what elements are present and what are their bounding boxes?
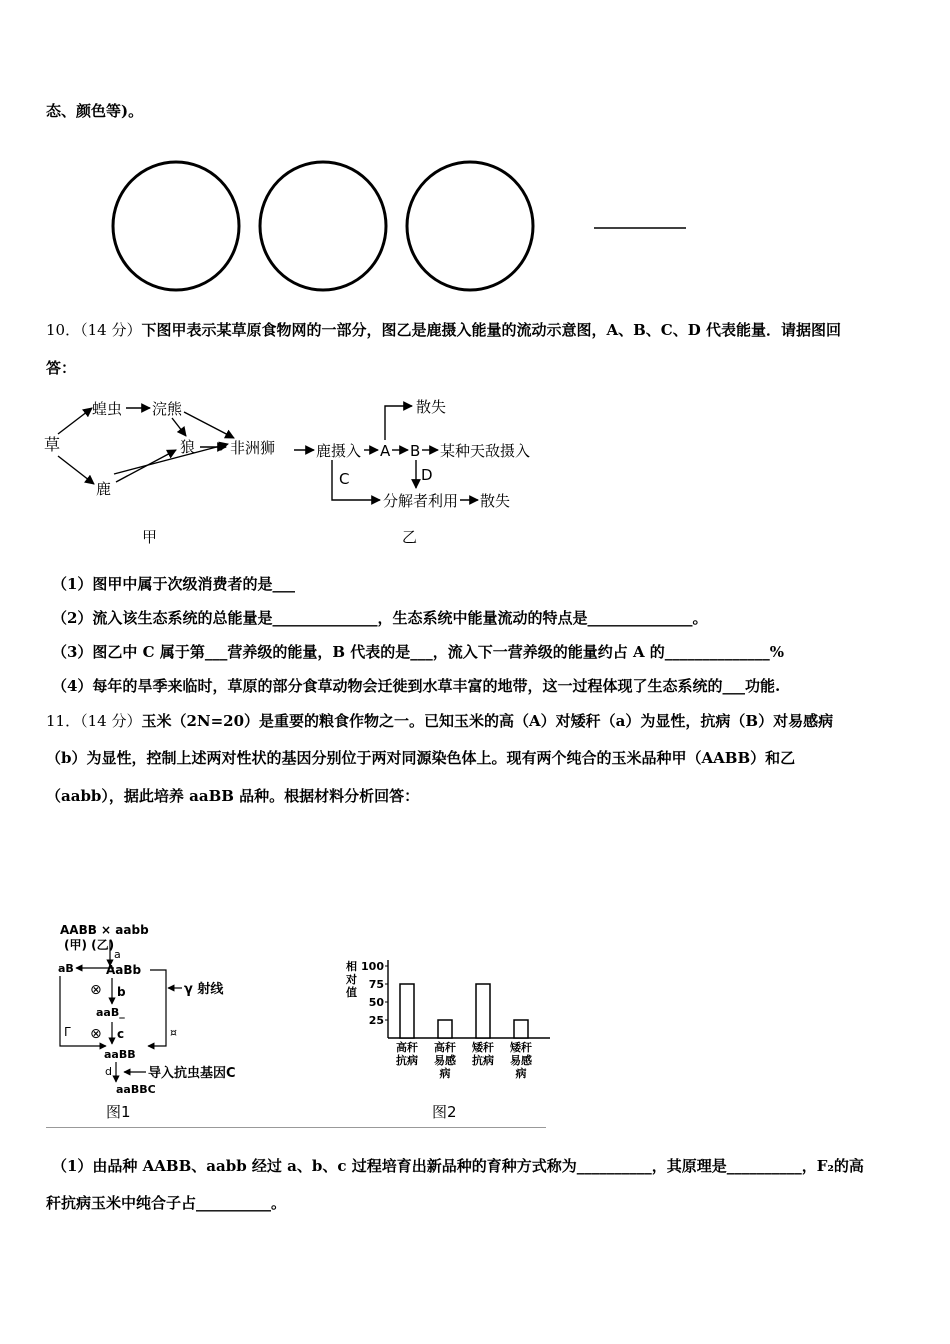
figure-yi <box>294 398 530 546</box>
chart-tick-label: 100 <box>361 960 384 973</box>
node-locust: 蝗虫 <box>92 400 123 418</box>
chart-category-label: 病 <box>439 1067 451 1080</box>
chart-category-label: 抗病 <box>396 1054 418 1067</box>
step-c: c <box>117 1027 125 1041</box>
q10-stem-line2: 答： <box>46 359 77 377</box>
chart-category-label: 易感 <box>434 1054 456 1067</box>
q10-food-web-figures <box>40 390 540 555</box>
chart-ylabel-char: 值 <box>346 986 357 999</box>
node-B: B <box>410 442 421 460</box>
q10-stem-text: 下图甲表示某草原食物网的一部分，图乙是鹿摄入能量的流动示意图，A、B、C、D 代表能量．请据图回 <box>141 321 841 339</box>
arrow-grass-locust <box>58 408 92 434</box>
q10-number: 10． <box>46 321 81 339</box>
arrow-bear-lion <box>184 412 234 438</box>
q11-figure2-chart <box>330 950 560 1100</box>
drawing-circles <box>100 150 720 300</box>
q11-stem-line2: （b）为显性，控制上述两对性状的基因分别位于两对同源染色体上。现有两个纯合的玉米品种甲（AABB）和乙 <box>46 749 796 767</box>
arrow-bear-wolf <box>172 418 186 436</box>
node-grass: 草 <box>44 435 61 454</box>
fig2-caption: 图2 <box>432 1103 457 1121</box>
aB-label: aB <box>58 962 74 975</box>
q10-stem-line1 <box>46 320 841 340</box>
self-symbol-2: ⊗ <box>90 1026 102 1042</box>
chart-category-label: 病 <box>515 1067 527 1080</box>
node-wolf: 狼 <box>180 438 196 456</box>
cross-label: AABB × aabb <box>60 923 149 937</box>
gene-label: 导入抗虫基因C <box>148 1066 236 1081</box>
aaB-label: aaB_ <box>96 1006 125 1019</box>
node-bear: 浣熊 <box>152 400 183 418</box>
q11-stem-line3: （aabb），据此培养 aaBB 品种。根据材料分析回答： <box>46 787 420 805</box>
caption-jia: 甲 <box>142 528 158 546</box>
result-label: aaBBC <box>116 1083 156 1096</box>
chart-ylabel-char: 对 <box>346 973 357 986</box>
chart-ylabel-char: 相 <box>346 960 357 973</box>
bracket-right-mark: ¤ <box>170 1026 177 1039</box>
arrow-A-loss <box>385 406 412 440</box>
label-D: D <box>421 466 433 484</box>
q10-score: （14 分） <box>80 321 142 339</box>
chart-category-label: 易感 <box>510 1054 532 1067</box>
q11-figure1-breeding <box>50 920 300 1120</box>
node-deer-intake: 鹿摄入 <box>316 442 362 460</box>
gamma-label: γ 射线 <box>184 982 224 997</box>
chart-category-label: 矮秆 <box>510 1041 532 1054</box>
chart-ylabel <box>345 959 357 999</box>
answer-circle-2 <box>260 162 386 290</box>
chart-category-label: 高秆 <box>434 1041 456 1054</box>
chart-category-label: 高秆 <box>396 1041 418 1054</box>
q11-sub1-line2: 秆抗病玉米中纯合子占__________。 <box>46 1194 287 1212</box>
figure-jia <box>44 400 275 546</box>
caption-yi: 乙 <box>402 528 418 546</box>
q11-number: 11． <box>46 712 81 730</box>
arrow-grass-deer <box>58 456 94 484</box>
chart-category-label: 矮秆 <box>472 1041 494 1054</box>
bracket-left-mark: Γ <box>64 1025 71 1039</box>
q11-sub1-line1: （1）由品种 AABB、aabb 经过 a、b、c 过程培育出新品种的育种方式称为__________，其原理是__________，F₂的高 <box>52 1157 864 1175</box>
node-predator-intake: 某种天敌摄入 <box>440 442 531 460</box>
q10-sub3: （3）图乙中 C 属于第___营养级的能量，B 代表的是___，流入下一营养级的能量约占 A 的______________% <box>52 643 785 661</box>
q10-sub1: （1）图甲中属于次级消费者的是___ <box>52 575 295 593</box>
F1-label: AaBb <box>106 963 142 977</box>
answer-circle-1 <box>113 162 239 290</box>
step-d: d <box>105 1065 112 1078</box>
q11-stem-text: 玉米（2N=20）是重要的粮食作物之一。已知玉米的高（A）对矮秆（a）为显性，抗病（B）对易感病 <box>141 712 834 730</box>
chart-tick-label: 25 <box>368 1014 384 1027</box>
self-symbol-1: ⊗ <box>90 982 102 998</box>
parents-label: (甲) (乙) <box>64 938 115 952</box>
q11-stem-line1 <box>46 711 833 731</box>
q10-sub4: （4）每年的旱季来临时，草原的部分食草动物会迁徙到水草丰富的地带，这一过程体现了生态系统的___功能. <box>52 677 781 695</box>
aaBB-label: aaBB <box>104 1048 136 1061</box>
chart-bar-1 <box>400 984 414 1038</box>
q10-sub2: （2）流入该生态系统的总能量是______________，生态系统中能量流动的特点是______________。 <box>52 609 708 627</box>
chart-tick-label: 50 <box>368 996 384 1009</box>
chart-category-labels <box>396 1040 532 1080</box>
node-deer: 鹿 <box>96 480 112 498</box>
node-lion: 非洲狮 <box>230 439 276 457</box>
step-a: a <box>114 948 121 961</box>
chart-bar-2 <box>438 1020 452 1038</box>
chart-bars <box>400 984 528 1038</box>
figure-divider <box>46 1127 546 1128</box>
chart-category-label: 抗病 <box>472 1054 494 1067</box>
step-b: b <box>117 985 126 999</box>
q11-score: （14 分） <box>80 712 142 730</box>
answer-circle-3 <box>407 162 533 290</box>
fig1-caption: 图1 <box>106 1103 131 1121</box>
arrow-deer-lion <box>114 444 228 474</box>
chart-bar-3 <box>476 984 490 1038</box>
intro-fragment: 态、颜色等)。 <box>46 102 144 120</box>
label-C: C <box>339 470 350 488</box>
chart-tick-label: 75 <box>368 978 384 991</box>
node-loss-bottom: 散失 <box>480 492 511 510</box>
gamma-bracket <box>148 970 166 1046</box>
node-decomposer: 分解者利用 <box>383 492 459 510</box>
chart-bar-4 <box>514 1020 528 1038</box>
node-loss-top: 散失 <box>416 398 447 416</box>
chart-y-ticks <box>361 960 388 1027</box>
node-A: A <box>380 442 391 460</box>
